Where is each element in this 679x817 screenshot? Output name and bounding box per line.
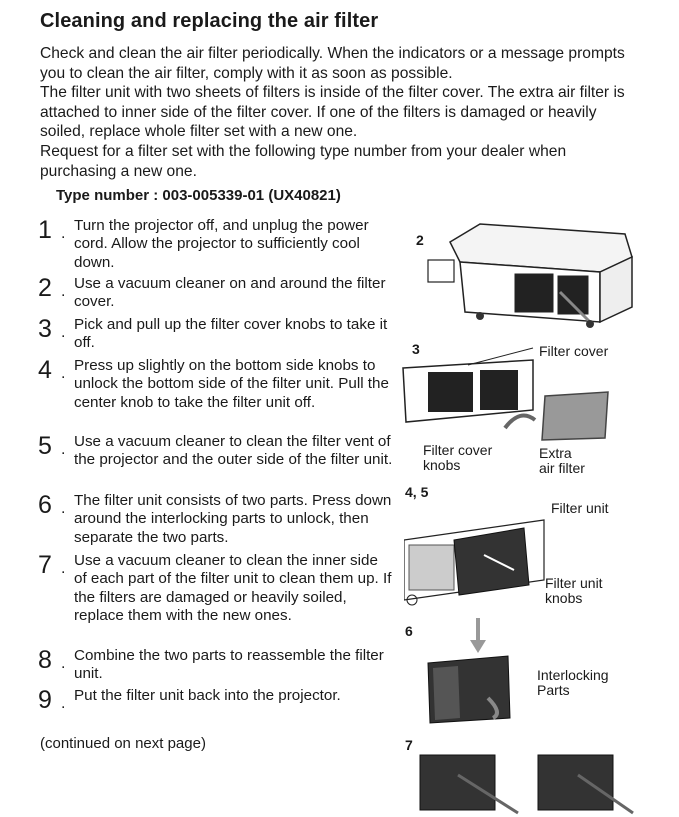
continued-note: (continued on next page) xyxy=(40,735,206,752)
step-number: 3 xyxy=(38,315,52,343)
step-number: 7 xyxy=(38,551,52,579)
step-text: Combine the two parts to reassemble the filter unit. xyxy=(74,647,384,683)
page-title: Cleaning and replacing the air filter xyxy=(40,10,379,32)
figure-label: 7 xyxy=(405,737,413,753)
filter-cover-knobs-label: Filter cover knobs xyxy=(423,442,493,473)
filter-unit-removal-illustration xyxy=(404,500,554,610)
step-text: Pick and pull up the filter cover knobs to take it off. xyxy=(74,316,388,352)
intro-paragraph: The filter unit with two sheets of filters is inside of the filter cover. The extra air filter is attached to inner side of the filter cover. If one of the filters is damaged or heavily soiled, replace whole filter set with a new one. xyxy=(40,84,625,141)
step-number: 2 xyxy=(38,274,52,302)
step-number: 5 xyxy=(38,432,52,460)
figure-label: 6 xyxy=(405,623,413,639)
extra-air-filter-label: Extra air filter xyxy=(539,445,585,476)
figure-label: 4, 5 xyxy=(405,484,429,500)
step-text: The filter unit consists of two parts. Press down around the interlocking parts to unlock, then separate the two parts. xyxy=(74,492,392,546)
figure-label: 3 xyxy=(412,341,420,357)
step-text: Use a vacuum cleaner to clean the inner side of each part of the filter unit to clean them up. If the filters are damaged or heavily soiled, replace them with the new ones. xyxy=(74,552,392,625)
step-number: 9 xyxy=(38,686,52,714)
type-number: Type number : 003-005339-01 (UX40821) xyxy=(56,187,341,204)
extra-filter-illustration xyxy=(500,388,620,448)
intro-paragraph: Request for a filter set with the following type number from your dealer when purchasing a new one. xyxy=(40,142,567,180)
step-text: Press up slightly on the bottom side knobs to unlock the bottom side of the filter unit. Pull the center knob to take the filter unit off. xyxy=(74,357,389,411)
step-number: 6 xyxy=(38,491,52,519)
step-number: 4 xyxy=(38,356,52,384)
filter-unit-label: Filter unit xyxy=(551,500,609,516)
interlocking-parts-illustration xyxy=(418,618,538,728)
filter-cleaning-illustration xyxy=(418,745,638,815)
step-text: Turn the projector off, and unplug the power cord. Allow the projector to sufficiently cool down. xyxy=(74,217,369,271)
step-number: 1 xyxy=(38,216,52,244)
filter-unit-knobs-label: Filter unit knobs xyxy=(545,575,603,606)
figure-label: 2 xyxy=(416,232,424,248)
filter-cover-label: Filter cover xyxy=(539,343,609,359)
projector-illustration xyxy=(420,212,640,337)
intro-text xyxy=(40,44,640,181)
step-text: Use a vacuum cleaner on and around the filter cover. xyxy=(74,275,386,311)
step-number: 8 xyxy=(38,646,52,674)
step-text: Put the filter unit back into the projector. xyxy=(74,687,341,704)
interlocking-parts-label: Interlocking Parts xyxy=(537,667,609,698)
intro-paragraph: Check and clean the air filter periodically. When the indicators or a message prompts you to clean the air filter, comply with it as soon as possible. xyxy=(40,45,625,82)
step-text: Use a vacuum cleaner to clean the filter vent of the projector and the outer side of the filter unit. xyxy=(74,433,393,469)
